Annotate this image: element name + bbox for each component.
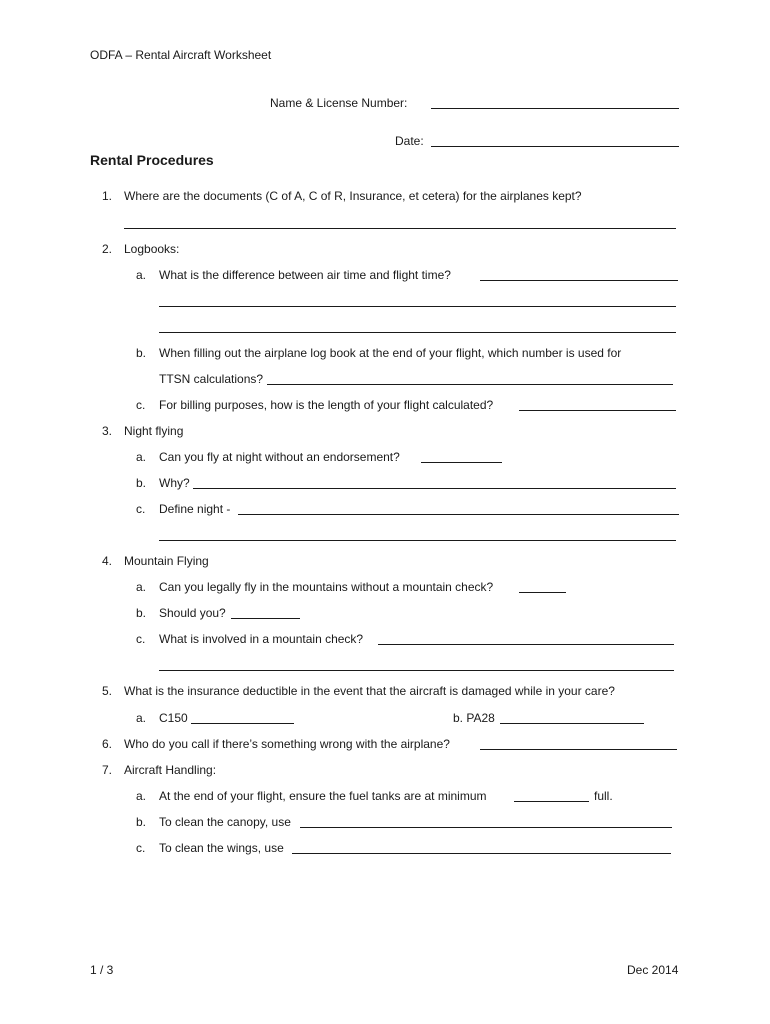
footer-date: Dec 2014 [627,963,679,977]
q3b-text: Why? [159,476,190,490]
q5a-answer-line[interactable] [191,723,294,724]
q4a-text: Can you legally fly in the mountains without a mountain check? [159,580,494,594]
name-license-field[interactable] [431,108,679,109]
q4b-letter: b. [136,606,147,620]
q2a-text: What is the difference between air time and flight time? [159,268,451,282]
q7-text: Aircraft Handling: [124,763,217,777]
q2b-answer-line[interactable] [267,384,673,385]
q2c-text: For billing purposes, how is the length of your flight calculated? [159,398,494,412]
q7b-letter: b. [136,815,147,829]
section-title: Rental Procedures [90,152,214,168]
q4a-answer-line[interactable] [519,592,566,593]
q7c-text: To clean the wings, use [159,841,284,855]
q7a-text: At the end of your flight, ensure the fuel tanks are at minimum [159,789,487,803]
q2b-text-continued: TTSN calculations? [159,372,264,386]
q6-answer-line[interactable] [480,749,677,750]
q3c-answer-line-2[interactable] [159,540,676,541]
q3c-answer-line-1[interactable] [238,514,679,515]
q7a-suffix: full. [594,789,613,803]
q7-number: 7. [102,763,113,777]
date-label: Date: [395,134,424,148]
q4c-text: What is involved in a mountain check? [159,632,364,646]
q1-number: 1. [102,189,113,203]
q2b-letter: b. [136,346,147,360]
q3b-answer-line[interactable] [193,488,676,489]
q5a-text: C150 [159,711,188,725]
q7a-answer-line[interactable] [514,801,589,802]
q2a-answer-line-2[interactable] [159,306,676,307]
q1-answer-line[interactable] [124,228,676,229]
q7b-answer-line[interactable] [300,827,672,828]
q4c-letter: c. [136,632,146,646]
q5b-text: b. PA28 [453,711,495,725]
q2a-answer-line-1[interactable] [480,280,678,281]
q4-text: Mountain Flying [124,554,209,568]
q7b-text: To clean the canopy, use [159,815,291,829]
q4c-answer-line-1[interactable] [378,644,674,645]
q2-number: 2. [102,242,113,256]
q3-number: 3. [102,424,113,438]
q6-text: Who do you call if there’s something wrong with the airplane? [124,737,450,751]
q4-number: 4. [102,554,113,568]
date-field[interactable] [431,146,679,147]
q5a-letter: a. [136,711,147,725]
q4a-letter: a. [136,580,147,594]
q3b-letter: b. [136,476,147,490]
q2a-letter: a. [136,268,147,282]
q5b-answer-line[interactable] [500,723,644,724]
q2-text: Logbooks: [124,242,180,256]
q3a-text: Can you fly at night without an endorsement? [159,450,400,464]
q3a-answer-line[interactable] [421,462,502,463]
name-license-label: Name & License Number: [270,96,408,110]
q7a-letter: a. [136,789,147,803]
q3c-letter: c. [136,502,146,516]
q7c-answer-line[interactable] [292,853,671,854]
q3-text: Night flying [124,424,184,438]
q4b-text: Should you? [159,606,226,620]
q3c-text: Define night - [159,502,231,516]
q2c-letter: c. [136,398,146,412]
q7c-letter: c. [136,841,146,855]
q1-text: Where are the documents (C of A, C of R, Insurance, et cetera) for the airplanes kept? [124,189,582,203]
q2b-text: When filling out the airplane log book at the end of your flight, which number is used for [159,346,622,360]
q2a-answer-line-3[interactable] [159,332,676,333]
q2c-answer-line[interactable] [519,410,676,411]
q4c-answer-line-2[interactable] [159,670,674,671]
q4b-answer-line[interactable] [231,618,300,619]
page-number: 1 / 3 [90,963,114,977]
q5-text: What is the insurance deductible in the event that the aircraft is damaged while in your care? [124,684,615,698]
q6-number: 6. [102,737,113,751]
q3a-letter: a. [136,450,147,464]
document-title: ODFA – Rental Aircraft Worksheet [90,48,272,62]
q5-number: 5. [102,684,113,698]
